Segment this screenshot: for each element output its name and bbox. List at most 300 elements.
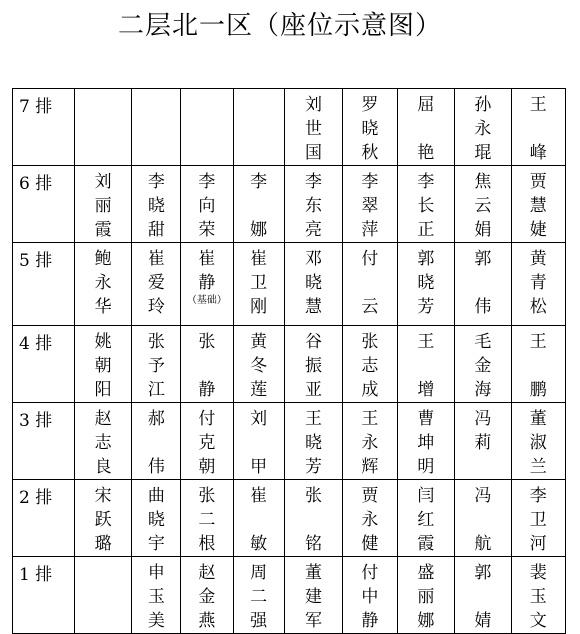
seat-name-char: 文 [529,611,547,631]
seat-cell [132,89,181,166]
seat-name-char [256,431,261,455]
seat-name [132,326,180,402]
seat-name-char: 亚 [304,380,322,400]
seat-cell [343,480,397,557]
seat-cell [284,403,343,480]
seat-name-char: 崔 [147,249,165,269]
seat-name-char: 慧 [529,196,547,216]
seat-cell [511,480,565,557]
seat-name [234,403,284,479]
seat-row [13,166,566,243]
seat-name-char: 朝 [94,356,112,376]
seat-name-char: 邓 [304,249,322,269]
seat-name [285,480,343,556]
seat-name-char: 焦 [474,172,492,192]
seat-name [181,480,232,556]
seat-name [181,166,232,242]
seat-cell [284,89,343,166]
seat-name-char: 张 [198,486,216,506]
seat-cell [511,243,565,326]
seat-name-char: 成 [361,380,379,400]
seat-name [132,166,180,242]
seat-name-char: 赵 [94,409,112,429]
seat-name-char: 爱 [147,273,165,293]
seat-name [455,166,510,242]
seat-cell [455,243,511,326]
seat-name-char: 罗 [361,95,379,115]
seat-name-char: 娜 [250,220,268,240]
seat-name-char: 明 [417,457,435,477]
seat-name [181,89,232,93]
seat-name-char: 萍 [361,220,379,240]
seat-name-char: 国 [304,143,322,163]
seat-cell [397,89,455,166]
seat-name [181,243,232,307]
seat-name [75,166,132,242]
seat-name-char: 艳 [417,143,435,163]
seat-name-char: 兰 [529,457,547,477]
row-label: 3 排 [13,403,75,480]
seat-name-char: 李 [361,172,379,192]
seat-name-char: 河 [529,534,547,554]
seat-name [75,480,132,556]
seat-name-char: 甲 [250,457,268,477]
seat-name-char: 孙 [474,95,492,115]
seat-name [343,480,396,556]
seat-row [13,480,566,557]
seat-name [343,166,396,242]
seat-name-char: 董 [529,409,547,429]
seat-name-char: 玉 [147,587,165,607]
seat-name-char: 霞 [417,534,435,554]
seat-name-char: 刘 [94,172,112,192]
seat-name-char: 永 [94,273,112,293]
seat-cell [455,480,511,557]
seat-name-char: 刘 [250,409,268,429]
seat-name-char: 阳 [94,380,112,400]
seat-name [75,557,132,561]
seat-name-char: 淑 [529,433,547,453]
seat-name-char: 志 [361,356,379,376]
seat-name [234,480,284,556]
seat-name-char: 娟 [474,220,492,240]
seat-name-char: 建 [304,587,322,607]
seat-name-char: 李 [147,172,165,192]
seat-name-char: 航 [474,534,492,554]
seat-name [234,326,284,402]
seat-name-char: 王 [529,332,547,352]
seat-name-char: 李 [250,172,268,192]
seat-name-char: 婧 [474,611,492,631]
seat-name-char: 燕 [198,611,216,631]
seat-cell [233,480,284,557]
seat-name [343,557,396,633]
seat-name-char: 王 [417,332,435,352]
seat-cell [233,243,284,326]
seat-cell [511,403,565,480]
seat-name-char: 晓 [147,510,165,530]
seat-name [181,403,232,479]
seat-cell [397,326,455,403]
seating-chart-table [12,88,566,634]
seat-name-char: 美 [147,611,165,631]
seat-row [13,243,566,326]
seat-name [512,403,565,479]
seat-name-char: 世 [304,119,322,139]
seat-name-char [367,271,372,295]
seat-cell [455,326,511,403]
seat-name-char: 伟 [474,297,492,317]
seat-name-char [480,455,485,479]
seat-name-char [154,431,159,455]
seat-name-char: 玉 [529,587,547,607]
seat-name-char: 辉 [361,457,379,477]
seat-cell [511,89,565,166]
seat-name-char: 赵 [198,563,216,583]
seat-name-char: 晓 [417,273,435,293]
seat-name-char: 根 [198,534,216,554]
seat-name-char: 海 [474,380,492,400]
seat-name-char: 卫 [529,510,547,530]
row-label: 7 排 [13,89,75,166]
seat-name-char: 曹 [417,409,435,429]
seat-name-char: 二 [198,510,216,530]
seat-name-char: 晓 [147,196,165,216]
seat-name-char: 鲍 [94,249,112,269]
seat-name-char: 晓 [304,273,322,293]
seat-name-char: 冯 [474,409,492,429]
seat-name-char: 静 [361,611,379,631]
seat-name-char: 盛 [417,563,435,583]
seat-name [285,326,343,402]
seat-name-char: 江 [147,380,165,400]
seat-name-char: 璐 [94,534,112,554]
seat-cell [74,403,132,480]
seat-name [285,403,343,479]
seat-name [132,243,180,319]
seat-name-char: 李 [198,172,216,192]
seat-name-char: 金 [474,356,492,376]
seat-name [512,557,565,633]
seat-name-char [423,117,428,141]
seat-name-char: 卫 [250,273,268,293]
seat-cell [511,326,565,403]
seat-cell [132,557,181,634]
seat-name-char: 婕 [529,220,547,240]
seat-cell [343,326,397,403]
seat-cell [181,89,233,166]
seat-name [181,557,232,633]
seat-name-char: 王 [529,95,547,115]
seat-name-char: 莲 [250,380,268,400]
seat-name-char: 霞 [94,220,112,240]
seat-cell [343,89,397,166]
seat-name-char: 玲 [147,297,165,317]
seat-name-char: 张 [304,486,322,506]
seat-name-char [536,354,541,378]
seat-name [512,89,565,165]
seat-name-char: 曲 [147,486,165,506]
seat-name [285,243,343,319]
seat-cell [284,243,343,326]
seat-name-char [256,508,261,532]
seat-cell [343,243,397,326]
seat-name-char: 宇 [147,534,165,554]
seat-name [234,89,284,93]
seat-cell [181,326,233,403]
seat-name-char: 金 [198,587,216,607]
seat-name [234,166,284,242]
seat-name [234,557,284,633]
seat-name-char [480,508,485,532]
seat-name-char: 良 [94,457,112,477]
seat-name-char: 崔 [250,249,268,269]
seat-name-char: 增 [417,380,435,400]
seat-name-char: 健 [361,534,379,554]
seat-name-char: 周 [250,563,268,583]
seat-name-char [311,508,316,532]
seat-name-char: 李 [529,486,547,506]
seat-name [132,480,180,556]
row-label: 1 排 [13,557,75,634]
seat-cell [233,166,284,243]
seat-row [13,326,566,403]
seat-name-char: 松 [529,297,547,317]
row-label: 4 排 [13,326,75,403]
seat-name [398,89,455,165]
seat-name [343,326,396,402]
seat-cell [284,166,343,243]
seat-cell [74,89,132,166]
seat-name-char [256,194,261,218]
seat-name [455,480,510,556]
seat-name-char: 闫 [417,486,435,506]
seat-name-char: 向 [198,196,216,216]
seat-name-char: 刚 [250,297,268,317]
seat-name-char: 贾 [529,172,547,192]
seat-name-char: 坤 [417,433,435,453]
seat-cell [132,243,181,326]
seat-cell [284,557,343,634]
seat-name [398,480,455,556]
seat-name [455,326,510,402]
seat-name-char: 铭 [304,534,322,554]
seat-name [75,403,132,479]
seat-name [343,89,396,165]
seat-cell [233,89,284,166]
seat-name [398,326,455,402]
seat-name [512,243,565,319]
seat-name-char: 亮 [304,220,322,240]
seat-name-char: 永 [361,510,379,530]
seat-cell [181,557,233,634]
seat-cell [455,89,511,166]
seat-cell [397,480,455,557]
seat-name [132,89,180,93]
seat-cell [181,166,233,243]
seat-cell [284,326,343,403]
seat-cell [74,480,132,557]
seat-cell [181,243,233,326]
seat-name-char: 郭 [474,563,492,583]
seat-name-char: 谷 [304,332,322,352]
seat-cell [397,557,455,634]
seat-name-char: 郭 [417,249,435,269]
seat-name-char: 军 [304,611,322,631]
seat-cell [397,403,455,480]
seat-name [398,557,455,633]
seat-name-char: 王 [304,409,322,429]
seat-name-char: 云 [474,196,492,216]
seat-cell [343,166,397,243]
seat-row [13,403,566,480]
seat-cell [132,403,181,480]
seat-cell [343,557,397,634]
seat-cell [397,166,455,243]
seat-name-char: 云 [361,297,379,317]
seat-name-char: 黄 [250,332,268,352]
seat-name-char: 荣 [198,220,216,240]
seat-name-char: 琨 [474,143,492,163]
seat-name-char: 晓 [361,119,379,139]
seat-cell [132,480,181,557]
seat-name [181,326,232,402]
seat-name-char: 郭 [474,249,492,269]
row-label: 5 排 [13,243,75,326]
seat-name-char: 董 [304,563,322,583]
row-label: 2 排 [13,480,75,557]
seat-name-char: 李 [417,172,435,192]
seat-name [343,243,396,319]
seat-cell [284,480,343,557]
seat-name [455,557,510,633]
seat-name [398,166,455,242]
seat-name [75,326,132,402]
seat-name-char: 冬 [250,356,268,376]
seat-cell [74,243,132,326]
seat-name [132,557,180,633]
seat-name-char: 永 [361,433,379,453]
seat-cell [233,557,284,634]
seat-cell [397,243,455,326]
seat-name-char: 红 [417,510,435,530]
page-title: 二层北一区（座位示意图） [117,11,442,41]
seat-cell [511,557,565,634]
seat-name-char: 芳 [304,457,322,477]
seat-name-char: 永 [474,119,492,139]
seat-cell [181,403,233,480]
seat-name [343,403,396,479]
seat-name-char: 翠 [361,196,379,216]
seat-name-char: 崔 [198,249,216,269]
seat-name-char: 宋 [94,486,112,506]
seat-name-char: 莉 [474,433,492,453]
seat-cell [455,166,511,243]
seat-name-char: 志 [94,433,112,453]
seat-name [455,89,510,165]
seat-cell [74,166,132,243]
seat-name-char: 静 [198,380,216,400]
seat-name-char: 芳 [417,297,435,317]
seat-row [13,89,566,166]
seat-name-char: 申 [147,563,165,583]
seat-cell [343,403,397,480]
seat-name-char [423,354,428,378]
seat-cell [455,403,511,480]
seat-name-char: 静 [198,273,216,293]
seat-name-char: 正 [417,220,435,240]
seat-name [512,166,565,242]
seat-name-char: 振 [304,356,322,376]
seat-name-char: 青 [529,273,547,293]
seat-name-char: 秋 [361,143,379,163]
seat-name-char: 崔 [250,486,268,506]
seat-name-char: 屈 [417,95,435,115]
seat-name-char: 华 [94,297,112,317]
seat-name-char: 冯 [474,486,492,506]
seat-name-char: 克 [198,433,216,453]
row-label: 6 排 [13,166,75,243]
seat-name-char: 付 [198,409,216,429]
seat-cell [132,166,181,243]
seat-cell [132,326,181,403]
seat-name-char: 付 [361,563,379,583]
seat-name-char [204,354,209,378]
seat-name [455,403,510,479]
seat-name-char: 丽 [94,196,112,216]
seat-name-char: 慧 [304,297,322,317]
seat-name [398,403,455,479]
seat-cell [511,166,565,243]
seat-name [132,403,180,479]
seat-name-char: 郝 [147,409,165,429]
seat-name [285,557,343,633]
seat-name-char [480,271,485,295]
seat-name-char: 中 [361,587,379,607]
seat-name-char: 东 [304,196,322,216]
seat-cell [233,326,284,403]
seat-name-char [480,585,485,609]
seat-name-char: 予 [147,356,165,376]
seat-name-char: 甜 [147,220,165,240]
seat-name-char: 二 [250,587,268,607]
seat-name [512,480,565,556]
seat-name-char: 王 [361,409,379,429]
seat-name-char: 贾 [361,486,379,506]
seat-name-char: 强 [250,611,268,631]
seat-name-char: 刘 [304,95,322,115]
seat-name [75,89,132,93]
seat-name [285,89,343,165]
seat-cell [233,403,284,480]
seat-row [13,557,566,634]
seat-name-char: 娜 [417,611,435,631]
seat-name-char: 峰 [529,143,547,163]
seat-name-char: 晓 [304,433,322,453]
seat-name-char: 敏 [250,534,268,554]
seat-name-char: 张 [198,332,216,352]
seat-cell [74,326,132,403]
seat-name-char: 长 [417,196,435,216]
seat-name-char [536,117,541,141]
seat-name [512,326,565,402]
seat-name-char: 张 [361,332,379,352]
seat-name [398,243,455,319]
seat-name [285,166,343,242]
seat-name-char: 伟 [147,457,165,477]
seat-name [234,243,284,319]
seat-name-char: 付 [361,249,379,269]
